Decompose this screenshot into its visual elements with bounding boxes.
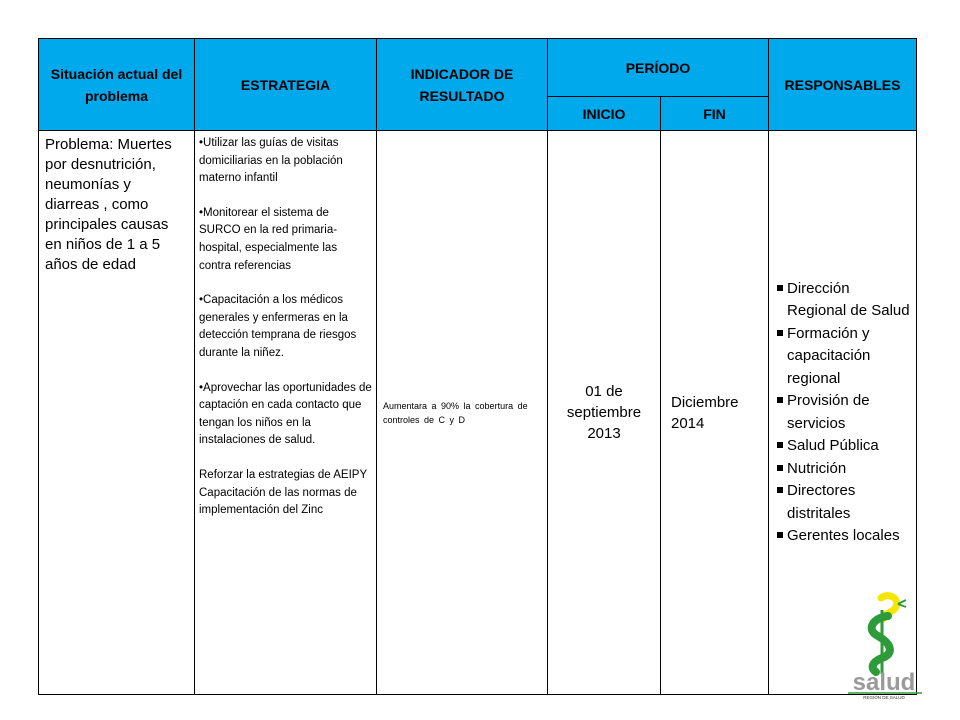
header-responsables: RESPONSABLES bbox=[769, 39, 917, 131]
responsable-item: Gerentes locales bbox=[777, 525, 912, 548]
plan-table bbox=[38, 38, 917, 695]
header-periodo: PERÍODO bbox=[548, 39, 769, 97]
strategy-item: • Capacitación a los médicos generales y enfermeras en la detección temprana de riesgos durante la niñez. bbox=[199, 292, 372, 362]
strategy-extra: Reforzar la estrategias de AEIPY bbox=[199, 468, 368, 481]
responsables-list bbox=[777, 278, 912, 548]
responsable-item: Formación y capacitación regional bbox=[777, 323, 912, 391]
header-situacion: Situación actual del problema bbox=[39, 39, 195, 131]
problem-cell: Problema: Muertes por desnutrición, neumonías y diarreas , como principales causas en niños de 1 a 5 años de edad bbox=[39, 131, 195, 695]
start-date-cell: 01 de septiembre 2013 bbox=[548, 131, 661, 695]
indicator-cell: Aumentara a 90% la cobertura de controles de C y D bbox=[377, 131, 548, 695]
logo-subtext: REGIÓN DE SALUD bbox=[863, 695, 905, 700]
header-inicio: INICIO bbox=[548, 97, 661, 131]
strategy-cell bbox=[195, 131, 377, 695]
responsable-item: Directores distritales bbox=[777, 480, 912, 525]
strategy-extra: Capacitación de las normas de implementación del Zinc bbox=[199, 486, 357, 517]
strategy-item: • Aprovechar las oportunidades de captación en cada contacto que tengan los niños en la instalaciones de salud. bbox=[199, 380, 372, 450]
header-fin: FIN bbox=[661, 97, 769, 131]
header-indicador: INDICADOR DE RESULTADO bbox=[377, 39, 548, 131]
salud-logo bbox=[844, 592, 924, 702]
header-estrategia: ESTRATEGIA bbox=[195, 39, 377, 131]
end-date-cell: Diciembre 2014 bbox=[661, 131, 769, 695]
strategy-item: • Utilizar las guías de visitas domiciliarias en la población materno infantil bbox=[199, 135, 372, 188]
responsable-item: Dirección Regional de Salud bbox=[777, 278, 912, 323]
responsable-item: Provisión de servicios bbox=[777, 390, 912, 435]
responsable-item: Nutrición bbox=[777, 458, 912, 481]
strategy-item: • Monitorear el sistema de SURCO en la red primaria-hospital, especialmente las contra referencias bbox=[199, 205, 372, 275]
logo-wordmark: salud bbox=[852, 669, 916, 696]
responsable-item: Salud Pública bbox=[777, 435, 912, 458]
